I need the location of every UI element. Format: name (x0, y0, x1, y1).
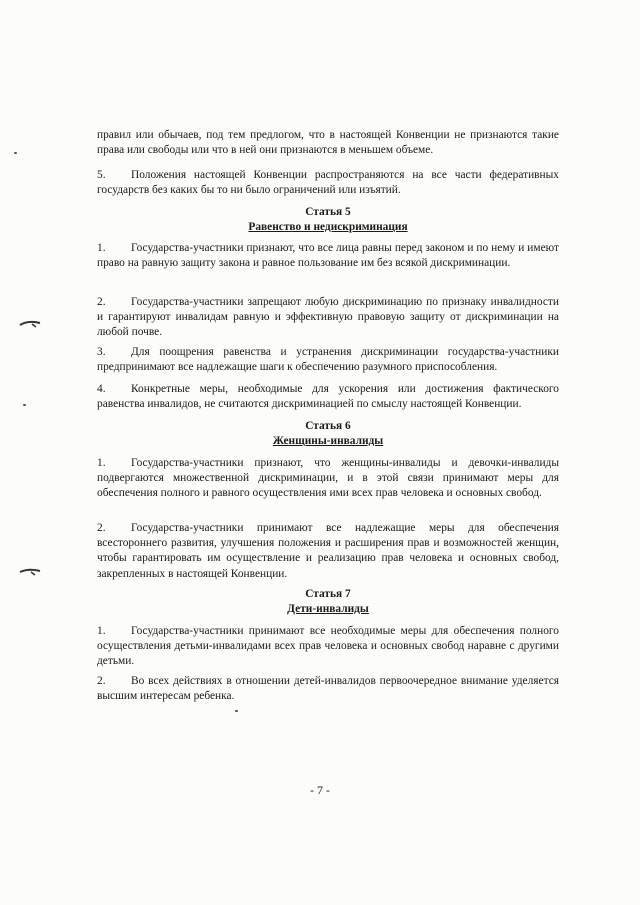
article-subtitle: Женщины-инвалиды (272, 435, 384, 448)
paragraph-text: правил или обычаев, под тем предлогом, что в настоящей Конвенции не признаются такие права или свободы или что в ней они признаются в меньшем объеме. (97, 129, 559, 157)
item-text: Государства-участники запрещают любую дискриминацию по признаку инвалидности и гарантируют инвалидам равную и эффективную правовую защиту от дискриминации на любой почве. (97, 296, 559, 339)
article-6-heading (97, 419, 559, 449)
article-7-heading (97, 587, 559, 617)
article-subtitle: Дети-инвалиды (287, 603, 369, 616)
article-5-heading (97, 205, 559, 235)
item-text: Во всех действиях в отношении детей-инвалидов первоочередное внимание уделяется высшим интересам ребенка. (97, 675, 559, 703)
paragraph-number: 5. (97, 169, 106, 181)
item-number: 4. (97, 383, 106, 395)
item-text: Государства-участники принимают все надлежащие меры для обеспечения всестороннего развития, улучшения положения и расширения прав и возможностей женщин, чтобы гарантировать им осуществление и реализацию прав человека и основных свобод, закрепленных в настоящей Конвенции. (97, 522, 559, 580)
hole-punch-mark (18, 318, 44, 330)
scan-speck (23, 404, 26, 406)
paragraph-continuation (97, 128, 559, 158)
article-6-item-1 (97, 456, 559, 502)
article-5-item-4 (97, 382, 559, 412)
article-subtitle: Равенство и недискриминация (248, 221, 408, 234)
item-number: 1. (97, 457, 106, 469)
item-text: Государства-участники принимают все необходимые меры для обеспечения полного осуществления детьми-инвалидами всех прав человека и основных свобод наравне с другими детьми. (97, 625, 559, 668)
article-7-item-2 (97, 674, 559, 704)
article-5-item-3 (97, 345, 559, 375)
item-text: Для поощрения равенства и устранения дискриминации государства-участники предпринимают все надлежащие шаги к обеспечению разумного приспособления. (97, 346, 559, 374)
item-number: 2. (97, 522, 106, 534)
article-7-item-1 (97, 624, 559, 670)
item-number: 1. (97, 242, 106, 254)
article-title: Статья 5 (305, 206, 351, 218)
item-number: 2. (97, 296, 106, 308)
article-5-item-1 (97, 241, 559, 271)
item-text: Государства-участники признают, что все лица равны перед законом и по нему и имеют право на равную защиту закона и равное пользование им без всякой дискриминации. (97, 242, 559, 270)
article-title: Статья 6 (305, 420, 351, 432)
hole-punch-mark (18, 566, 44, 578)
scan-speck (235, 710, 238, 712)
article-6-item-2 (97, 521, 559, 582)
article-title: Статья 7 (305, 588, 351, 600)
page-number: - 7 - (310, 783, 330, 797)
item-number: 3. (97, 346, 106, 358)
item-number: 1. (97, 625, 106, 637)
paragraph-text: Положения настоящей Конвенции распространяются на все части федеративных государств без каких бы то ни было ограничений или изъятий. (97, 169, 559, 197)
paragraph-5 (97, 168, 559, 198)
item-text: Конкретные меры, необходимые для ускорения или достижения фактического равенства инвалидов, не считаются дискриминацией по смыслу настоящей Конвенции. (97, 383, 559, 411)
article-5-item-2 (97, 295, 559, 341)
item-text: Государства-участники признают, что женщины-инвалиды и девочки-инвалиды подвергаются множественной дискриминации, и в этой связи принимают меры для обеспечения полного и равного осуществления ими всех прав человека и основных свобод. (97, 457, 559, 500)
scan-speck (14, 152, 17, 154)
item-number: 2. (97, 675, 106, 687)
